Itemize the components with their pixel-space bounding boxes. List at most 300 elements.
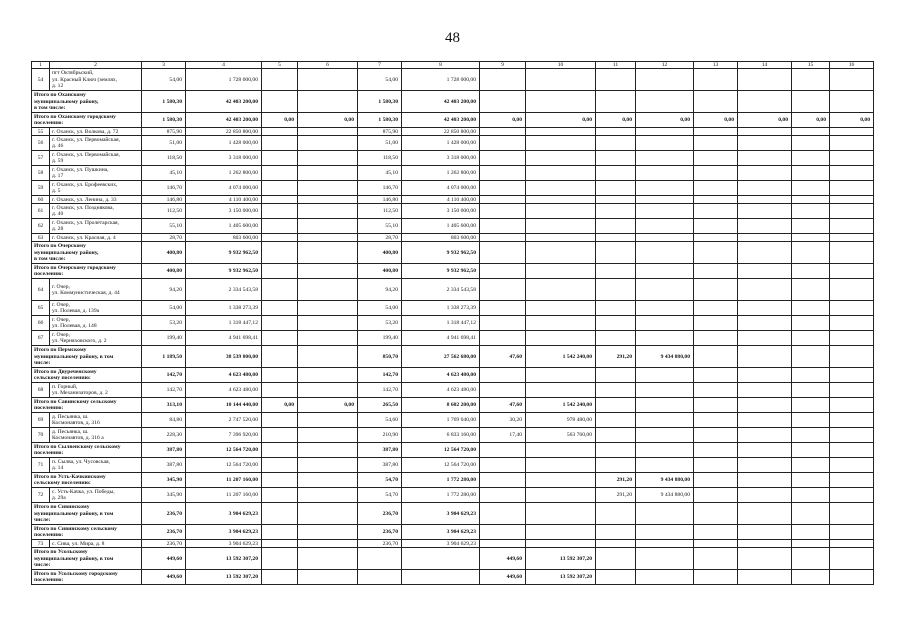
value-cell: 10 144 440,00 [186, 398, 262, 413]
value-cell: 4 074 000,00 [402, 181, 480, 196]
value-cell: 345,90 [142, 473, 186, 488]
value-cell [694, 279, 738, 301]
value-cell [694, 428, 738, 443]
column-number: 2 [50, 62, 142, 69]
value-cell [694, 264, 738, 279]
value-cell [830, 219, 874, 234]
value-cell [830, 196, 874, 204]
value-cell [694, 196, 738, 204]
value-cell [738, 204, 792, 219]
value-cell: 9 434 880,00 [636, 488, 694, 503]
table-row [32, 204, 874, 219]
value-cell [738, 458, 792, 473]
value-cell: 0,00 [694, 113, 738, 128]
row-number: 57 [32, 151, 50, 166]
table-row [32, 219, 874, 234]
value-cell [480, 525, 526, 540]
value-cell: 803 600,00 [186, 234, 262, 242]
value-cell [298, 204, 358, 219]
value-cell: 13 592 307,20 [186, 570, 262, 585]
value-cell [596, 166, 636, 181]
value-cell [738, 413, 792, 428]
value-cell: 0,00 [830, 113, 874, 128]
value-cell [636, 301, 694, 316]
value-cell: 94,20 [358, 279, 402, 301]
value-cell [526, 443, 596, 458]
value-cell [480, 196, 526, 204]
value-cell: 9 932 962,50 [186, 264, 262, 279]
value-cell [262, 69, 298, 91]
value-cell [636, 398, 694, 413]
value-cell: 210,90 [358, 428, 402, 443]
value-cell [298, 503, 358, 525]
value-cell [526, 525, 596, 540]
value-cell [526, 473, 596, 488]
value-cell: 12 564 720,00 [186, 458, 262, 473]
value-cell: 11 207 160,00 [186, 473, 262, 488]
value-cell: 13 592 307,20 [186, 548, 262, 570]
subtotal-row [32, 398, 874, 413]
value-cell: 1 580,30 [142, 91, 186, 113]
value-cell [694, 413, 738, 428]
value-cell [830, 428, 874, 443]
table-row [32, 151, 874, 166]
value-cell [262, 151, 298, 166]
value-cell [298, 316, 358, 331]
value-cell [792, 242, 830, 264]
subtotal-label: Итого по Савинскому сельскому поселению: [32, 398, 142, 413]
value-cell [738, 196, 792, 204]
value-cell: 400,80 [142, 264, 186, 279]
value-cell [262, 383, 298, 398]
value-cell [830, 166, 874, 181]
value-cell: 22 850 800,00 [402, 128, 480, 136]
value-cell: 1 338 273,39 [402, 301, 480, 316]
value-cell: 449,60 [480, 548, 526, 570]
value-cell [262, 488, 298, 503]
value-cell [262, 525, 298, 540]
value-cell [830, 413, 874, 428]
value-cell [596, 458, 636, 473]
value-cell [694, 443, 738, 458]
subtotal-label: Итого по Оханскому городскому поселению: [32, 113, 142, 128]
value-cell: 28,70 [358, 234, 402, 242]
value-cell: 42 403 200,00 [186, 91, 262, 113]
value-cell [298, 279, 358, 301]
value-cell [738, 473, 792, 488]
value-cell: 1 580,30 [358, 113, 402, 128]
value-cell [694, 540, 738, 548]
value-cell [792, 136, 830, 151]
value-cell: 875,90 [142, 128, 186, 136]
subtotal-label: Итого по Двуреченскому сельскому поселению: [32, 368, 142, 383]
value-cell [480, 503, 526, 525]
value-cell [792, 488, 830, 503]
value-cell [480, 331, 526, 346]
value-cell: 199,40 [142, 331, 186, 346]
value-cell [298, 383, 358, 398]
value-cell [830, 548, 874, 570]
value-cell [792, 279, 830, 301]
value-cell [298, 219, 358, 234]
value-cell: 1 189,50 [142, 346, 186, 368]
value-cell [792, 368, 830, 383]
value-cell: 4 941 698,41 [186, 331, 262, 346]
subtotal-row [32, 503, 874, 525]
table-row [32, 196, 874, 204]
row-number: 56 [32, 136, 50, 151]
value-cell [792, 301, 830, 316]
value-cell [738, 151, 792, 166]
value-cell: 118,50 [358, 151, 402, 166]
value-cell [262, 166, 298, 181]
value-cell [636, 368, 694, 383]
value-cell [526, 316, 596, 331]
value-cell: 12 564 720,00 [186, 443, 262, 458]
table-row [32, 301, 874, 316]
value-cell [298, 548, 358, 570]
value-cell: 4 941 698,41 [402, 331, 480, 346]
address-cell: п. Сылва, ул. Чусовская, д. 14 [50, 458, 142, 473]
value-cell [738, 443, 792, 458]
value-cell: 4 623 480,00 [402, 368, 480, 383]
row-number: 59 [32, 181, 50, 196]
value-cell: 236,70 [142, 525, 186, 540]
value-cell: 55,10 [142, 219, 186, 234]
value-cell [694, 301, 738, 316]
value-cell [738, 540, 792, 548]
value-cell [298, 570, 358, 585]
value-cell: 0,00 [792, 113, 830, 128]
value-cell [830, 525, 874, 540]
value-cell [792, 264, 830, 279]
value-cell [830, 331, 874, 346]
column-number: 14 [738, 62, 792, 69]
table-row [32, 458, 874, 473]
value-cell [262, 219, 298, 234]
value-cell: 400,80 [358, 264, 402, 279]
value-cell [526, 279, 596, 301]
value-cell [262, 368, 298, 383]
value-cell [830, 136, 874, 151]
value-cell [694, 151, 738, 166]
value-cell [526, 383, 596, 398]
row-number: 54 [32, 69, 50, 91]
subtotal-label: Итого по Усть-Качкинскому сельскому поселению: [32, 473, 142, 488]
column-number: 7 [358, 62, 402, 69]
value-cell: 42 403 200,00 [186, 113, 262, 128]
value-cell [480, 279, 526, 301]
value-cell [694, 488, 738, 503]
value-cell [262, 503, 298, 525]
value-cell [480, 301, 526, 316]
subtotal-row [32, 443, 874, 458]
row-number: 61 [32, 204, 50, 219]
value-cell [694, 398, 738, 413]
subtotal-row [32, 570, 874, 585]
value-cell [526, 166, 596, 181]
row-number: 68 [32, 383, 50, 398]
value-cell: 3 904 629,23 [186, 503, 262, 525]
value-cell: 345,90 [142, 488, 186, 503]
value-cell: 146,80 [358, 196, 402, 204]
address-cell: г. Очер, ул. Полевая, д. 148 [50, 316, 142, 331]
value-cell: 146,70 [142, 181, 186, 196]
value-cell [792, 331, 830, 346]
value-cell [596, 548, 636, 570]
value-cell: 3 318 000,00 [402, 151, 480, 166]
value-cell [738, 264, 792, 279]
value-cell [792, 548, 830, 570]
value-cell [480, 219, 526, 234]
value-cell [694, 69, 738, 91]
value-cell: 2 334 543,58 [186, 279, 262, 301]
value-cell: 42 403 200,00 [402, 91, 480, 113]
value-cell [738, 136, 792, 151]
table-row [32, 181, 874, 196]
row-number: 62 [32, 219, 50, 234]
value-cell [694, 181, 738, 196]
value-cell [480, 473, 526, 488]
value-cell: 236,70 [358, 540, 402, 548]
value-cell [596, 196, 636, 204]
subtotal-label: Итого по Усольскому городскому поселению: [32, 570, 142, 585]
value-cell [636, 264, 694, 279]
value-cell: 51,00 [358, 136, 402, 151]
value-cell [262, 242, 298, 264]
value-cell [480, 151, 526, 166]
value-cell [596, 383, 636, 398]
value-cell [738, 428, 792, 443]
value-cell: 112,50 [142, 204, 186, 219]
value-cell [596, 570, 636, 585]
address-cell: г. Оханск, ул. Ерофеевских, д. 5 [50, 181, 142, 196]
value-cell [480, 204, 526, 219]
value-cell: 1 728 000,00 [186, 69, 262, 91]
value-cell [694, 242, 738, 264]
value-cell: 4 623 480,00 [186, 368, 262, 383]
value-cell: 53,20 [142, 316, 186, 331]
column-number: 16 [830, 62, 874, 69]
value-cell [636, 279, 694, 301]
value-cell [596, 181, 636, 196]
value-cell [262, 413, 298, 428]
value-cell [526, 264, 596, 279]
value-cell [262, 331, 298, 346]
value-cell [596, 368, 636, 383]
value-cell [636, 458, 694, 473]
value-cell [262, 234, 298, 242]
row-number: 60 [32, 196, 50, 204]
value-cell: 142,70 [142, 368, 186, 383]
value-cell [636, 136, 694, 151]
column-number: 4 [186, 62, 262, 69]
value-cell: 1 580,30 [142, 113, 186, 128]
value-cell [738, 331, 792, 346]
value-cell: 236,70 [358, 525, 402, 540]
subtotal-row [32, 113, 874, 128]
value-cell [480, 242, 526, 264]
value-cell [526, 503, 596, 525]
value-cell [792, 428, 830, 443]
subtotal-row [32, 548, 874, 570]
value-cell: 94,20 [142, 279, 186, 301]
value-cell: 142,70 [142, 383, 186, 398]
subtotal-label: Итого по Очерскому городскому поселению: [32, 264, 142, 279]
value-cell [792, 346, 830, 368]
value-cell [402, 548, 480, 570]
column-number: 9 [480, 62, 526, 69]
value-cell: 1 772 280,00 [402, 488, 480, 503]
value-cell [480, 91, 526, 113]
value-cell [694, 219, 738, 234]
value-cell [792, 570, 830, 585]
address-cell: д. Песьянка, ш. Космонавтов, д. 316 [50, 413, 142, 428]
value-cell [738, 279, 792, 301]
value-cell [830, 488, 874, 503]
value-cell [830, 181, 874, 196]
value-cell [526, 91, 596, 113]
value-cell: 1 338 273,39 [186, 301, 262, 316]
value-cell [262, 136, 298, 151]
value-cell [298, 128, 358, 136]
value-cell: 9 932 962,50 [402, 242, 480, 264]
address-cell: с. Усть-Качка, ул. Победы, д. 29а [50, 488, 142, 503]
address-cell: г. Оханск, ул. Первомайская, д. 46 [50, 136, 142, 151]
value-cell [738, 398, 792, 413]
value-cell [738, 128, 792, 136]
value-cell [738, 548, 792, 570]
value-cell [298, 234, 358, 242]
value-cell [298, 540, 358, 548]
value-cell [596, 234, 636, 242]
value-cell: 17,40 [480, 428, 526, 443]
value-cell [526, 204, 596, 219]
value-cell: 42 403 200,00 [402, 113, 480, 128]
value-cell: 803 600,00 [402, 234, 480, 242]
value-cell [738, 91, 792, 113]
value-cell [480, 234, 526, 242]
value-cell [596, 128, 636, 136]
subtotal-row [32, 346, 874, 368]
value-cell [830, 540, 874, 548]
value-cell [636, 525, 694, 540]
value-cell [830, 346, 874, 368]
value-cell [596, 503, 636, 525]
value-cell: 47,60 [480, 398, 526, 413]
value-cell: 3 904 629,23 [402, 525, 480, 540]
value-cell [636, 204, 694, 219]
value-cell: 0,00 [262, 398, 298, 413]
value-cell: 3 150 000,00 [186, 204, 262, 219]
column-number: 11 [596, 62, 636, 69]
address-cell: г. Очер, ул. Черняховского, д. 2 [50, 331, 142, 346]
value-cell [694, 331, 738, 346]
value-cell [262, 548, 298, 570]
value-cell [262, 540, 298, 548]
value-cell [596, 301, 636, 316]
value-cell: 54,00 [142, 69, 186, 91]
value-cell [298, 136, 358, 151]
value-cell [694, 136, 738, 151]
row-number: 55 [32, 128, 50, 136]
subtotal-row [32, 473, 874, 488]
value-cell [830, 151, 874, 166]
value-cell [792, 540, 830, 548]
value-cell [792, 181, 830, 196]
value-cell: 2 334 543,58 [402, 279, 480, 301]
value-cell: 1 318 447,12 [402, 316, 480, 331]
value-cell [480, 458, 526, 473]
value-cell [636, 570, 694, 585]
value-cell: 1 728 000,00 [402, 69, 480, 91]
value-cell [596, 525, 636, 540]
value-cell [262, 91, 298, 113]
value-cell [262, 473, 298, 488]
value-cell [792, 91, 830, 113]
value-cell [694, 128, 738, 136]
value-cell [480, 69, 526, 91]
value-cell: 53,20 [358, 316, 402, 331]
value-cell: 4 110 400,00 [186, 196, 262, 204]
value-cell [636, 181, 694, 196]
value-cell: 11 207 160,00 [186, 488, 262, 503]
value-cell [792, 151, 830, 166]
value-cell [262, 346, 298, 368]
value-cell [298, 91, 358, 113]
address-cell: с. Сива, ул. Мира, д. 8 [50, 540, 142, 548]
housing-register-table [31, 61, 874, 585]
value-cell [480, 166, 526, 181]
value-cell [738, 488, 792, 503]
value-cell: 313,10 [142, 398, 186, 413]
value-cell [358, 548, 402, 570]
value-cell [596, 279, 636, 301]
value-cell [596, 69, 636, 91]
value-cell [526, 488, 596, 503]
value-cell: 9 932 962,50 [402, 264, 480, 279]
value-cell: 118,50 [142, 151, 186, 166]
value-cell: 9 434 880,00 [636, 473, 694, 488]
value-cell: 6 833 160,00 [402, 428, 480, 443]
address-cell: г. Оханск, ул. Волкова, д. 72 [50, 128, 142, 136]
value-cell [358, 570, 402, 585]
value-cell [738, 166, 792, 181]
value-cell [830, 301, 874, 316]
value-cell [480, 136, 526, 151]
value-cell: 55,10 [358, 219, 402, 234]
value-cell: 1 428 000,00 [186, 136, 262, 151]
value-cell: 449,60 [480, 570, 526, 585]
value-cell [298, 264, 358, 279]
value-cell [738, 242, 792, 264]
value-cell [636, 166, 694, 181]
value-cell [262, 204, 298, 219]
value-cell [738, 234, 792, 242]
column-number: 6 [298, 62, 358, 69]
value-cell: 13 592 307,20 [526, 570, 596, 585]
value-cell: 45,10 [142, 166, 186, 181]
value-cell: 142,70 [358, 368, 402, 383]
value-cell: 146,70 [358, 181, 402, 196]
value-cell [526, 368, 596, 383]
value-cell: 12 564 720,00 [402, 443, 480, 458]
value-cell [298, 413, 358, 428]
value-cell: 1 262 800,00 [402, 166, 480, 181]
row-number: 72 [32, 488, 50, 503]
table-body [32, 62, 874, 585]
value-cell: 3 150 000,00 [402, 204, 480, 219]
